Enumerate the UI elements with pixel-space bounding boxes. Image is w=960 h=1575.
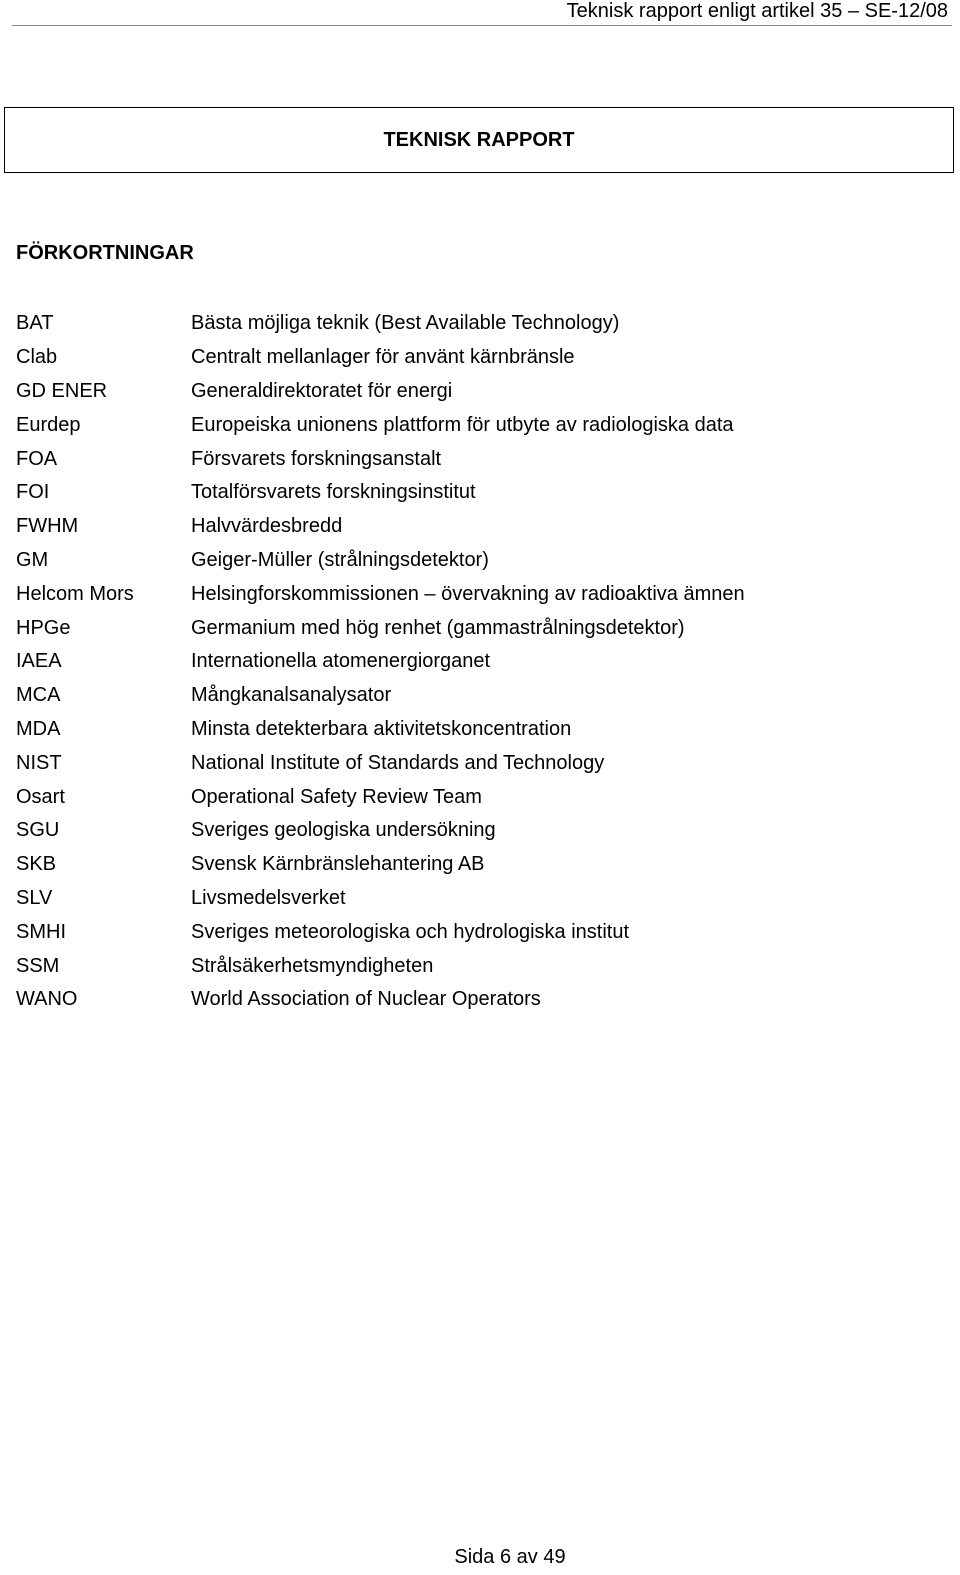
abbreviation-definition: Minsta detekterbara aktivitetskoncentration [191,717,572,740]
abbreviation-row [16,882,936,916]
abbreviation-definition: Internationella atomenergiorganet [191,650,491,673]
abbreviation-definition: Mångkanalsanalysator [191,684,392,707]
abbreviation-definition: Halvvärdesbredd [191,515,343,538]
abbreviation-definition: Livsmedelsverket [191,886,346,909]
abbreviation-definition: Sveriges meteorologiska och hydrologiska institut [191,920,629,943]
abbreviation-row [16,949,936,983]
abbreviation-row [16,408,936,442]
running-header: Teknisk rapport enligt artikel 35 – SE-12/08 [566,0,948,22]
abbreviation-row [16,510,936,544]
abbreviation-row [16,713,936,747]
abbreviation-row [16,983,936,1017]
abbreviation-term: WANO [16,988,78,1011]
abbreviation-term: FWHM [16,515,79,538]
abbreviation-term: BAT [16,312,54,335]
abbreviation-definition: Försvarets forskningsanstalt [191,447,442,470]
abbreviation-row [16,814,936,848]
abbreviation-row [16,848,936,882]
abbreviation-term: NIST [16,751,62,774]
abbreviation-row [16,476,936,510]
abbreviation-term: IAEA [16,650,62,673]
abbreviation-term: Clab [16,346,58,369]
header-divider [12,25,952,26]
abbreviation-definition: Germanium med hög renhet (gammastrålningsdetektor) [191,616,685,639]
abbreviation-term: SGU [16,819,60,842]
report-title-box [4,107,954,173]
abbreviation-definition: Strålsäkerhetsmyndigheten [191,954,434,977]
abbreviation-definition: World Association of Nuclear Operators [191,988,541,1011]
abbreviation-definition: Operational Safety Review Team [191,785,482,808]
abbreviation-row [16,307,936,341]
abbreviation-row [16,780,936,814]
abbreviation-list [16,307,936,1017]
abbreviation-term: Osart [16,785,65,808]
abbreviation-term: MCA [16,684,61,707]
abbreviation-row [16,611,936,645]
abbreviation-term: SKB [16,853,57,876]
abbreviation-term: FOA [16,447,58,470]
abbreviation-definition: Svensk Kärnbränslehantering AB [191,853,485,876]
abbreviation-definition: Helsingforskommissionen – övervakning av radioaktiva ämnen [191,582,745,605]
abbreviation-definition: Geiger-Müller (strålningsdetektor) [191,548,489,571]
abbreviation-row [16,577,936,611]
abbreviation-row [16,746,936,780]
abbreviation-term: SLV [16,886,53,909]
abbreviation-definition: Europeiska unionens plattform för utbyte av radiologiska data [191,413,734,436]
section-heading: FÖRKORTNINGAR [16,242,194,264]
abbreviation-term: FOI [16,481,50,504]
abbreviation-term: SSM [16,954,60,977]
abbreviation-row [16,442,936,476]
abbreviation-term: GD ENER [16,379,108,402]
abbreviation-definition: Centralt mellanlager för använt kärnbränsle [191,346,575,369]
abbreviation-term: Helcom Mors [16,582,134,605]
abbreviation-term: HPGe [16,616,71,639]
abbreviation-row [16,645,936,679]
abbreviation-row [16,544,936,578]
abbreviation-definition: Bästa möjliga teknik (Best Available Technology) [191,312,620,335]
abbreviation-definition: Generaldirektoratet för energi [191,379,453,402]
abbreviation-definition: Totalförsvarets forskningsinstitut [191,481,476,504]
abbreviation-definition: Sveriges geologiska undersökning [191,819,496,842]
abbreviation-row [16,915,936,949]
abbreviation-row [16,679,936,713]
abbreviation-term: SMHI [16,920,66,943]
report-title: TEKNISK RAPPORT [383,128,575,151]
abbreviation-row [16,341,936,375]
abbreviation-definition: National Institute of Standards and Technology [191,751,605,774]
abbreviation-row [16,375,936,409]
abbreviation-term: MDA [16,717,61,740]
page-number: Sida 6 av 49 [454,1546,566,1568]
abbreviation-term: Eurdep [16,413,81,436]
abbreviation-term: GM [16,548,49,571]
